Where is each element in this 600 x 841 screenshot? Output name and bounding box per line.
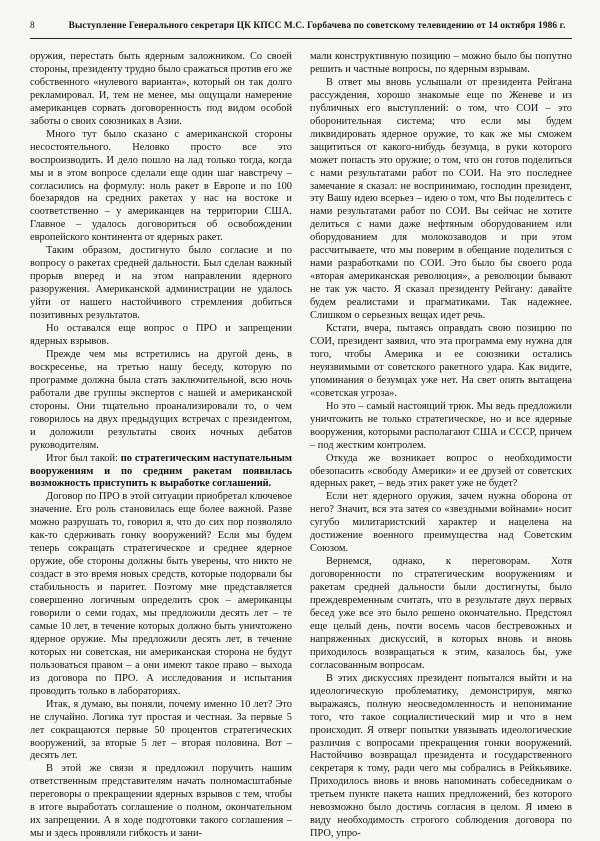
paragraph: Если нет ядерного оружия, зачем нужна оборона от него? Значит, вся эта затея со «звездными войнами» носит сугубо милитаристский характер и нацелена на достижение военного преимущества над Советским Союзом.: [310, 491, 572, 555]
summary-bold-text: по стратегическим наступательным вооружениям и по средним ракетам появилась возможность приступить к выработке соглашений.: [30, 452, 292, 490]
paragraph: мали конструктивную позицию – можно было бы попутно решить и частные вопросы, по ядерным взрывам.: [310, 51, 572, 75]
paragraph: Таким образом, достигнуто было согласие и по вопросу о ракетах средней дальности. Был сделан важный прорыв вперед и на этом направлении ядерного разоружения. Американской администрации не удалось уйти от нашего настойчивого стремления добиться позитивных результатов.: [30, 245, 292, 322]
page-header: [30, 20, 572, 39]
paragraph: Но это – самый настоящий трюк. Мы ведь предложили уничтожить не только стратегическое, но и все ядерные вооружения, которыми располагают США и СССР, причем – под жестким контролем.: [310, 400, 572, 451]
paragraph: Договор по ПРО в этой ситуации приобретал ключевое значение. Его роль становилась еще более важной. Разве можно разрушать то, говорил я, что до сих пор позволяло как-то сдерживать гонку вооружений? Если мы будем теперь сокращать стратегическое и среднее ядерное оружие, обе стороны должны быть уверены, что никто не создаст в это время новых средств, которые подорвали бы стабильность и паритет. Поэтому мне представляется совершенно логичным определить срок – американцы говорили о семи годах, мы предложили десять лет – те самые 10 лет, в течение которых должно быть уничтожено ядерное оружие. Мы предложили десять лет, в течение которых ни советская, ни американская сторона не будут пользоваться правом – а они имеют такое право – выхода из договора по ПРО. А исследования и испытания проводить только в лабораториях.: [30, 491, 292, 697]
left-column: [30, 51, 292, 841]
paragraph: В ответ мы вновь услышали от президента Рейгана рассуждения, хорошо знакомые еще по Женеве и из публичных его выступлений: о том, что СОИ – это оборонительная система; что если мы будем ликвидировать ядерное оружие, то как же мы сможем защититься от какого-нибудь безумца, в руки которого может попасть это оружие; о том, что он готов поделиться с нами результатами работ по СОИ. На это последнее замечание я сказал: не воспринимаю, господин президент, эту Вашу идею всерьез – идею о том, что Вы поделитесь с нами результатами работ по СОИ. Вы сейчас не хотите делиться с нами даже нефтяным оборудованием или оборудованием для молокозаводов и при этом рассчитываете, что мы поверим в обещание поделиться с нами разработками по СОИ. Это было бы своего рода «вторая американская революция», а революции бывают не так уж часто. Я сказал президенту Рейгану: давайте будем реалистами и прагматиками. Так надежнее. Слишком о серьезных вещах идет речь.: [310, 76, 572, 322]
paragraph: Кстати, вчера, пытаясь оправдать свою позицию по СОИ, президент заявил, что эта программа ему нужна для того, чтобы Америка и ее союзники остались неуязвимыми от советского ракетного удара. Как видите, упоминания о безумцах уже нет. На свет опять вытащена «советская угроза».: [310, 323, 572, 399]
paragraph: Много тут было сказано с американской стороны несостоятельного. Неловко просто все это воспроизводить. И дело пошло на лад только тогда, когда мы и в этом вопросе сделали еще один шаг навстречу – согласились на формулу: ноль ракет в Европе и по 100 боезарядов на средних ракетах у нас на востоке и соответственно – у американцев на территории США. Главное – удалось договориться об освобождении европейского континента от ядерных ракет.: [30, 128, 292, 244]
paragraph-summary: [30, 453, 292, 492]
paragraph: Но оставался еще вопрос о ПРО и запрещении ядерных взрывов.: [30, 323, 292, 347]
paragraph: Вернемся, однако, к переговорам. Хотя договоренности по стратегическим вооружениям и ракетам средней дальности были достигнуты, было преждевременным считать, что в результате двух первых бесед уже все это было решено окончательно. Предстоял еще целый день, почти восемь часов бестревожных и напряженных дискуссий, в которых вновь и вновь приходилось возвращаться к этим, казалось бы, уже согласованным вопросам.: [310, 556, 572, 671]
page-number: 8: [30, 21, 35, 31]
paragraph: В этих дискуссиях президент попытался выйти и на идеологическую проблематику, демонстрируя, мягко выражаясь, полную неосведомленность и непонимание того, что такое социалистический мир и что в нем происходит. Я отверг попытки увязывать идеологические различия с вопросами прекращения гонки вооружений. Настойчиво возвращал президента и государственного секретаря к тому, ради чего мы собрались в Рейкьявике. Приходилось вновь и вновь напоминать собеседникам о третьем пункте пакета наших предложений, без которого невозможно было достичь согласия в целом. Я имею в виду необходимость строгого соблюдения договора по ПРО, упро-: [310, 672, 572, 840]
running-title: Выступление Генерального секретаря ЦК КПСС М.С. Горбачева по советскому телевидению от 14 октября 1986 г.: [68, 21, 566, 31]
paragraph: Итак, я думаю, вы поняли, почему именно 10 лет? Это не случайно. Логика тут простая и честная. За первые 5 лет сокращаются первые 50 процентов стратегических вооружений, за вторые 5 лет – вторая половина. Вот – десять лет.: [30, 698, 292, 762]
paragraph: Откуда же возникает вопрос о необходимости обезопасить «свободу Америки» и ее друзей от советских ядерных ракет, – ведь этих ракет уже не будет?: [310, 452, 572, 490]
text-columns: [30, 51, 572, 841]
right-column: [310, 51, 572, 841]
paragraph: Прежде чем мы встретились на другой день, в воскресенье, на третью нашу беседу, которую по программе должна была стать заключительной, всю ночь работали две группы экспертов с нашей и американской стороны. Они тщательно проанализировали то, о чем говорилось на двух предыдущих встречах с президентом, и доложили результаты своих ночных дебатов руководителям.: [30, 348, 292, 451]
paragraph: оружия, перестать быть ядерным заложником. Со своей стороны, президенту трудно было сражаться против его же собственного «нулевого варианта», который он так долго рекламировал. И, тем не менее, мы ощущали намерение американцев сорвать договоренность под видом особой заботы о своих союзниках в Азии.: [30, 51, 292, 127]
paragraph: В этой же связи я предложил поручить нашим ответственным представителям начать полномасштабные переговоры о прекращении ядерных взрывов с тем, чтобы в итоге выработать соглашение о полном, окончательном их запрещении. А в ходе подготовки такого соглашения – мы и здесь проявляли гибкость и зани-: [30, 763, 292, 840]
summary-lead: Итог был такой:: [46, 452, 118, 464]
